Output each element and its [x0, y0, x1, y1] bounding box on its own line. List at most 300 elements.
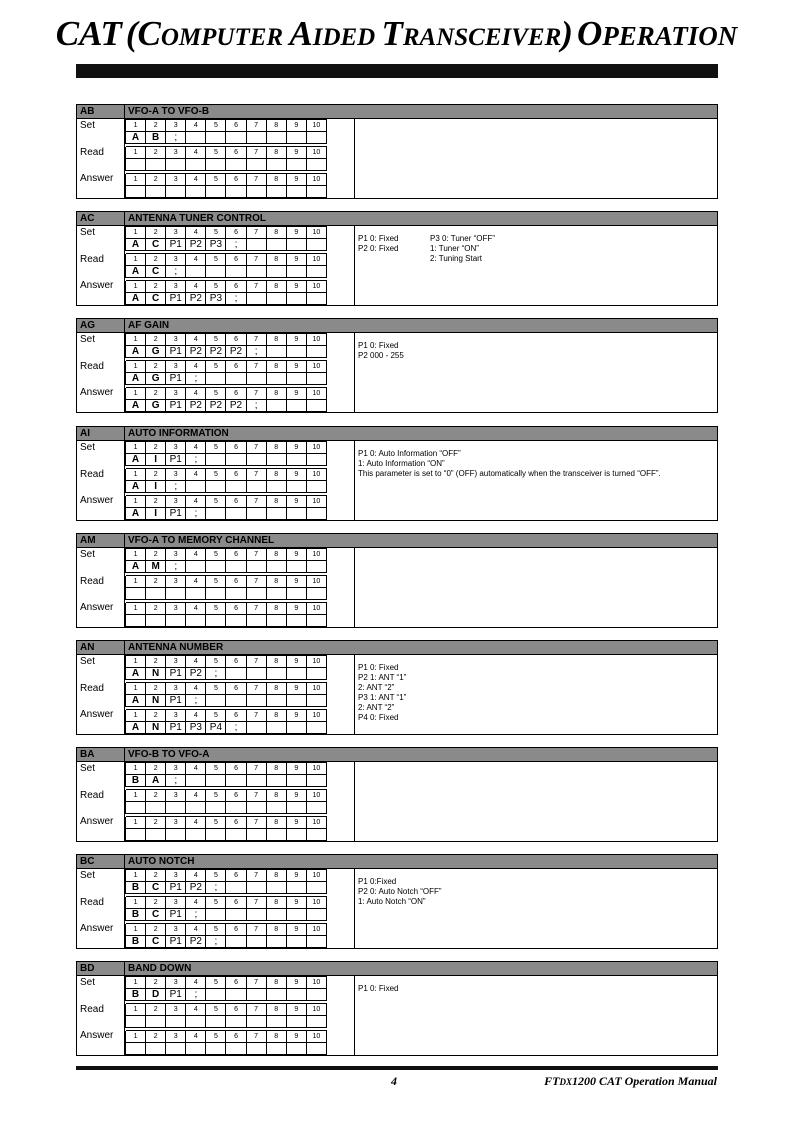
column-number-row — [126, 496, 327, 508]
value-cell: A — [146, 775, 166, 787]
column-number: 2 — [146, 790, 166, 802]
value-cell — [186, 159, 206, 171]
value-cell — [206, 266, 226, 278]
value-cell — [306, 266, 326, 278]
column-number-row — [126, 120, 327, 132]
column-number: 1 — [126, 897, 146, 909]
column-number: 7 — [246, 147, 266, 159]
command-header — [77, 748, 717, 762]
value-cell — [226, 1016, 246, 1028]
read-value-row — [126, 909, 327, 921]
column-number: 9 — [286, 549, 306, 561]
column-number: 7 — [246, 817, 266, 829]
value-cell: I — [146, 508, 166, 520]
value-cell — [306, 373, 326, 385]
title-subtitle: (COMPUTER AIDED TRANSCEIVER) — [125, 14, 573, 53]
column-number: 7 — [246, 897, 266, 909]
value-cell: N — [146, 722, 166, 734]
column-number: 4 — [186, 977, 206, 989]
command-block-bd — [76, 961, 718, 1056]
value-cell — [186, 266, 206, 278]
value-cell — [266, 615, 286, 627]
column-number: 8 — [266, 576, 286, 588]
value-cell — [286, 615, 306, 627]
column-number: 4 — [186, 388, 206, 400]
column-number-row — [126, 334, 327, 346]
column-number: 5 — [206, 361, 226, 373]
column-number-row — [126, 388, 327, 400]
column-number: 8 — [266, 897, 286, 909]
answer-value-row — [126, 400, 327, 412]
column-number: 9 — [286, 1031, 306, 1043]
column-number: 9 — [286, 977, 306, 989]
value-cell — [206, 615, 226, 627]
value-cell — [226, 989, 246, 1001]
column-number: 9 — [286, 790, 306, 802]
value-cell — [146, 615, 166, 627]
command-format-grid — [125, 333, 327, 412]
command-header — [77, 962, 717, 976]
column-number: 6 — [226, 683, 246, 695]
column-number: 3 — [166, 388, 186, 400]
command-block-ai — [76, 426, 718, 521]
value-cell — [266, 508, 286, 520]
value-cell — [266, 373, 286, 385]
value-cell: A — [126, 132, 146, 144]
value-cell — [306, 989, 326, 1001]
command-format-grid — [125, 762, 327, 841]
column-number: 7 — [246, 254, 266, 266]
column-number: 8 — [266, 388, 286, 400]
column-number: 9 — [286, 174, 306, 186]
column-number: 5 — [206, 763, 226, 775]
column-number: 7 — [246, 361, 266, 373]
column-number: 8 — [266, 1004, 286, 1016]
column-number: 7 — [246, 174, 266, 186]
column-number: 10 — [306, 603, 326, 615]
value-cell: D — [146, 989, 166, 1001]
column-number: 10 — [306, 469, 326, 481]
value-cell — [286, 909, 306, 921]
value-cell — [126, 829, 146, 841]
value-cell — [266, 1043, 286, 1055]
value-cell: ; — [166, 481, 186, 493]
column-number: 5 — [206, 442, 226, 454]
set-value-row — [126, 132, 327, 144]
command-format-grid — [125, 869, 327, 948]
value-cell — [186, 561, 206, 573]
value-cell: A — [126, 239, 146, 251]
parameter-notes — [354, 333, 717, 413]
column-number: 4 — [186, 174, 206, 186]
value-cell: P2 — [186, 936, 206, 948]
value-cell — [206, 186, 226, 198]
column-number: 4 — [186, 656, 206, 668]
value-cell — [266, 829, 286, 841]
column-number: 6 — [226, 442, 246, 454]
value-cell — [246, 668, 266, 680]
command-block-am — [76, 533, 718, 628]
value-cell: A — [126, 454, 146, 466]
value-cell — [186, 1016, 206, 1028]
value-cell: P2 — [186, 668, 206, 680]
column-number: 9 — [286, 870, 306, 882]
value-cell — [246, 695, 266, 707]
value-cell — [246, 266, 266, 278]
value-cell — [146, 829, 166, 841]
column-number-row — [126, 897, 327, 909]
column-number: 4 — [186, 469, 206, 481]
column-number: 2 — [146, 683, 166, 695]
note-line: P2 0: Auto Notch “OFF” — [358, 887, 442, 896]
value-cell — [226, 615, 246, 627]
column-number: 5 — [206, 1004, 226, 1016]
column-number: 1 — [126, 603, 146, 615]
column-number: 10 — [306, 361, 326, 373]
column-number-row — [126, 576, 327, 588]
value-cell: G — [146, 373, 166, 385]
value-cell: P2 — [206, 400, 226, 412]
value-cell: P1 — [166, 400, 186, 412]
row-label-answer: Answer — [80, 602, 114, 613]
column-number: 8 — [266, 870, 286, 882]
column-number: 1 — [126, 442, 146, 454]
column-number: 5 — [206, 254, 226, 266]
value-cell — [146, 588, 166, 600]
command-header — [77, 534, 717, 548]
column-number: 2 — [146, 576, 166, 588]
value-cell: P1 — [166, 373, 186, 385]
value-cell — [286, 1016, 306, 1028]
value-cell — [226, 561, 246, 573]
read-value-row — [126, 588, 327, 600]
set-value-row — [126, 454, 327, 466]
value-cell — [166, 829, 186, 841]
column-number: 8 — [266, 710, 286, 722]
column-number: 3 — [166, 1031, 186, 1043]
set-value-row — [126, 239, 327, 251]
column-number-row — [126, 977, 327, 989]
column-number: 4 — [186, 147, 206, 159]
column-number: 8 — [266, 924, 286, 936]
row-label-set: Set — [80, 334, 96, 345]
value-cell — [246, 936, 266, 948]
column-number: 5 — [206, 227, 226, 239]
column-number: 9 — [286, 897, 306, 909]
column-number: 4 — [186, 790, 206, 802]
command-name: ANTENNA NUMBER — [128, 642, 224, 653]
value-cell — [146, 159, 166, 171]
value-cell — [126, 1016, 146, 1028]
column-number: 8 — [266, 469, 286, 481]
value-cell: A — [126, 722, 146, 734]
column-number: 8 — [266, 763, 286, 775]
column-number: 4 — [186, 897, 206, 909]
parameter-notes — [354, 226, 717, 306]
value-cell — [286, 882, 306, 894]
answer-value-row — [126, 722, 327, 734]
value-cell — [306, 909, 326, 921]
value-cell — [306, 132, 326, 144]
column-number: 2 — [146, 710, 166, 722]
value-cell — [266, 722, 286, 734]
column-number-row — [126, 174, 327, 186]
value-cell — [246, 159, 266, 171]
value-cell — [286, 561, 306, 573]
value-cell: ; — [166, 266, 186, 278]
value-cell — [306, 829, 326, 841]
value-cell — [246, 132, 266, 144]
value-cell — [226, 775, 246, 787]
column-number: 3 — [166, 254, 186, 266]
set-value-row — [126, 561, 327, 573]
command-code: BD — [77, 962, 125, 975]
column-number: 2 — [146, 174, 166, 186]
value-cell — [266, 132, 286, 144]
value-cell — [166, 615, 186, 627]
row-label-answer: Answer — [80, 173, 114, 184]
command-block-ag — [76, 318, 718, 413]
column-number: 7 — [246, 1031, 266, 1043]
column-number: 1 — [126, 120, 146, 132]
value-cell: P3 — [186, 722, 206, 734]
value-cell — [126, 802, 146, 814]
value-cell: C — [146, 882, 166, 894]
column-number: 10 — [306, 576, 326, 588]
parameter-notes — [354, 976, 717, 1056]
row-label-set: Set — [80, 120, 96, 131]
column-number: 9 — [286, 656, 306, 668]
value-cell — [306, 346, 326, 358]
column-number: 10 — [306, 870, 326, 882]
note-line: P1 0: Fixed — [358, 663, 399, 672]
column-number-row — [126, 469, 327, 481]
row-label-column — [77, 226, 125, 306]
value-cell — [206, 454, 226, 466]
value-cell: B — [126, 882, 146, 894]
column-number: 9 — [286, 603, 306, 615]
column-number-row — [126, 1031, 327, 1043]
column-number: 1 — [126, 281, 146, 293]
command-header — [77, 105, 717, 119]
command-format-grid — [125, 119, 327, 198]
manual-title: FTDX1200 CAT Operation Manual — [544, 1074, 717, 1088]
value-cell: P2 — [186, 293, 206, 305]
column-number: 9 — [286, 334, 306, 346]
column-number: 1 — [126, 656, 146, 668]
row-label-set: Set — [80, 442, 96, 453]
command-name: BAND DOWN — [128, 963, 192, 974]
column-number: 3 — [166, 281, 186, 293]
value-cell — [306, 615, 326, 627]
column-number: 4 — [186, 120, 206, 132]
value-cell: A — [126, 695, 146, 707]
row-label-answer: Answer — [80, 495, 114, 506]
value-cell — [226, 508, 246, 520]
column-number: 7 — [246, 549, 266, 561]
read-value-row — [126, 695, 327, 707]
value-cell — [206, 802, 226, 814]
row-label-set: Set — [80, 227, 96, 238]
note-line: P1 0: Fixed — [358, 341, 399, 350]
row-label-read: Read — [80, 147, 104, 158]
column-number: 6 — [226, 334, 246, 346]
column-number: 4 — [186, 924, 206, 936]
column-number: 9 — [286, 442, 306, 454]
column-number: 1 — [126, 924, 146, 936]
value-cell — [306, 668, 326, 680]
note-line: P3 0: Tuner “OFF” — [430, 234, 495, 243]
value-cell — [246, 481, 266, 493]
value-cell — [246, 882, 266, 894]
column-number: 4 — [186, 361, 206, 373]
command-name: AUTO NOTCH — [128, 856, 195, 867]
column-number: 2 — [146, 361, 166, 373]
value-cell — [286, 132, 306, 144]
column-number: 5 — [206, 120, 226, 132]
set-value-row — [126, 989, 327, 1001]
column-number: 4 — [186, 817, 206, 829]
column-number: 2 — [146, 281, 166, 293]
column-number: 7 — [246, 924, 266, 936]
command-format-grid — [125, 976, 327, 1055]
answer-value-row — [126, 1043, 327, 1055]
column-number-row — [126, 361, 327, 373]
column-number: 3 — [166, 603, 186, 615]
column-number: 5 — [206, 790, 226, 802]
value-cell — [186, 481, 206, 493]
value-cell — [146, 1043, 166, 1055]
column-number: 9 — [286, 576, 306, 588]
column-number: 7 — [246, 469, 266, 481]
column-number: 7 — [246, 576, 266, 588]
value-cell — [226, 266, 246, 278]
column-number: 4 — [186, 603, 206, 615]
value-cell — [226, 1043, 246, 1055]
column-number: 2 — [146, 656, 166, 668]
value-cell — [306, 186, 326, 198]
column-number: 6 — [226, 924, 246, 936]
value-cell: ; — [226, 722, 246, 734]
column-number: 10 — [306, 817, 326, 829]
value-cell — [186, 1043, 206, 1055]
parameter-notes — [354, 119, 717, 199]
value-cell: ; — [246, 400, 266, 412]
value-cell — [266, 481, 286, 493]
command-name: ANTENNA TUNER CONTROL — [128, 213, 266, 224]
value-cell: P2 — [186, 346, 206, 358]
footer-rule — [76, 1066, 718, 1070]
set-value-row — [126, 882, 327, 894]
column-number: 8 — [266, 281, 286, 293]
column-number: 1 — [126, 334, 146, 346]
row-label-column — [77, 869, 125, 949]
column-number: 6 — [226, 576, 246, 588]
column-number: 7 — [246, 870, 266, 882]
value-cell: P2 — [186, 239, 206, 251]
column-number: 3 — [166, 174, 186, 186]
value-cell — [306, 159, 326, 171]
column-number: 1 — [126, 254, 146, 266]
value-cell — [266, 293, 286, 305]
column-number: 2 — [146, 817, 166, 829]
column-number: 2 — [146, 603, 166, 615]
column-number: 2 — [146, 120, 166, 132]
value-cell — [206, 132, 226, 144]
command-name: VFO-B TO VFO-A — [128, 749, 210, 760]
column-number: 4 — [186, 1004, 206, 1016]
column-number: 3 — [166, 817, 186, 829]
column-number: 2 — [146, 442, 166, 454]
value-cell — [226, 373, 246, 385]
value-cell — [206, 481, 226, 493]
value-cell — [166, 588, 186, 600]
value-cell: P1 — [166, 882, 186, 894]
value-cell: C — [146, 266, 166, 278]
column-number: 6 — [226, 1004, 246, 1016]
column-number: 10 — [306, 496, 326, 508]
row-label-read: Read — [80, 576, 104, 587]
value-cell — [266, 400, 286, 412]
column-number: 2 — [146, 897, 166, 909]
value-cell: G — [146, 346, 166, 358]
value-cell — [306, 239, 326, 251]
column-number: 3 — [166, 710, 186, 722]
column-number: 9 — [286, 924, 306, 936]
title-op-first: O — [576, 14, 603, 53]
column-number: 4 — [186, 710, 206, 722]
column-number: 2 — [146, 227, 166, 239]
command-name: VFO-A TO VFO-B — [128, 106, 210, 117]
column-number: 5 — [206, 549, 226, 561]
value-cell: A — [126, 266, 146, 278]
command-code: AC — [77, 212, 125, 225]
column-number: 9 — [286, 763, 306, 775]
column-number: 8 — [266, 442, 286, 454]
column-number: 8 — [266, 496, 286, 508]
column-number: 8 — [266, 227, 286, 239]
value-cell: P1 — [166, 909, 186, 921]
value-cell — [206, 508, 226, 520]
column-number-row — [126, 227, 327, 239]
value-cell — [246, 508, 266, 520]
column-number: 3 — [166, 763, 186, 775]
row-label-set: Set — [80, 656, 96, 667]
value-cell — [266, 775, 286, 787]
parameter-notes — [354, 655, 717, 735]
column-number: 4 — [186, 1031, 206, 1043]
column-number: 4 — [186, 870, 206, 882]
row-label-read: Read — [80, 469, 104, 480]
value-cell — [266, 909, 286, 921]
command-name: VFO-A TO MEMORY CHANNEL — [128, 535, 275, 546]
command-name: AF GAIN — [128, 320, 170, 331]
value-cell — [306, 293, 326, 305]
column-number: 10 — [306, 710, 326, 722]
row-label-answer: Answer — [80, 280, 114, 291]
note-line: P2 000 - 255 — [358, 351, 404, 360]
value-cell: P1 — [166, 989, 186, 1001]
value-cell: ; — [246, 346, 266, 358]
row-label-answer: Answer — [80, 923, 114, 934]
value-cell: ; — [186, 909, 206, 921]
column-number: 6 — [226, 147, 246, 159]
column-number: 1 — [126, 174, 146, 186]
value-cell — [186, 829, 206, 841]
value-cell — [226, 481, 246, 493]
value-cell — [306, 695, 326, 707]
command-format-grid — [125, 226, 327, 305]
